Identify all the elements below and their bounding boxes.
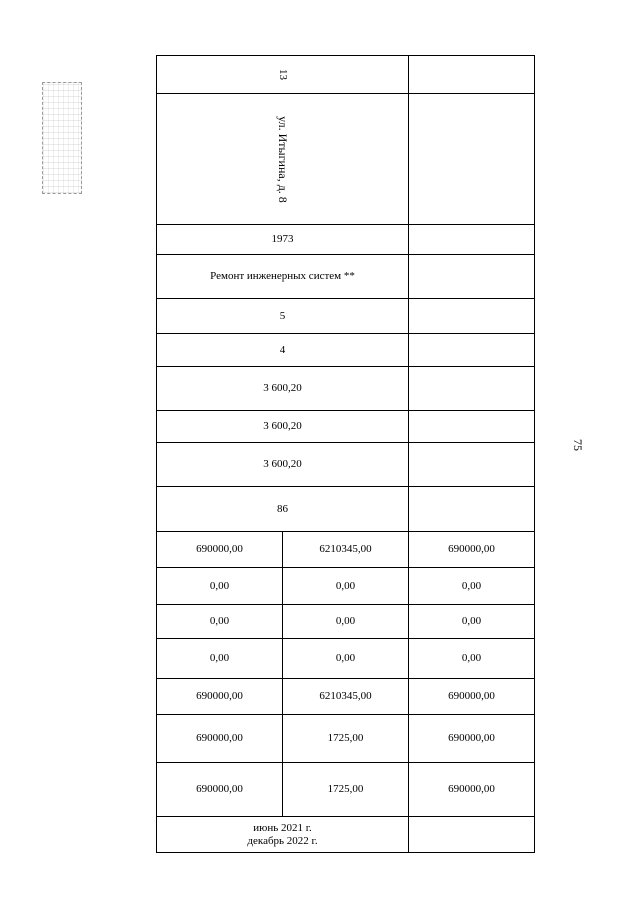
cost-cell: 6210345,00 (283, 679, 409, 714)
cost-cell: 0,00 (283, 605, 409, 638)
empty-cell (409, 56, 535, 93)
empty-cell (409, 411, 535, 442)
table-row (157, 605, 535, 639)
deadline-start: июнь 2021 г. (253, 821, 312, 834)
works-table (156, 55, 535, 853)
cost-cell: 1725,00 (283, 715, 409, 762)
cost-cell: 0,00 (157, 605, 283, 638)
floors-cell: 5 (157, 299, 409, 333)
cost-cell: 0,00 (157, 568, 283, 604)
empty-cell (409, 443, 535, 486)
table-row (157, 56, 535, 94)
cost-cell: 0,00 (409, 639, 535, 678)
empty-cell (409, 817, 535, 852)
scan-stamp-mark (42, 82, 82, 194)
cost-cell: 0,00 (157, 639, 283, 678)
table-row (157, 94, 535, 225)
table-row (157, 817, 535, 853)
cost-cell: 690000,00 (409, 679, 535, 714)
table-row (157, 443, 535, 487)
empty-cell (409, 299, 535, 333)
empty-cell (409, 487, 535, 531)
table-row (157, 367, 535, 411)
cost-cell: 690000,00 (157, 679, 283, 714)
cost-cell: 690000,00 (157, 763, 283, 816)
work-type-cell: Ремонт инженерных систем ** (157, 255, 409, 298)
deadline-end: декабрь 2022 г. (247, 834, 318, 847)
item-number-cell (157, 56, 409, 93)
cost-cell: 0,00 (283, 639, 409, 678)
cost-cell: 0,00 (409, 568, 535, 604)
table-row (157, 334, 535, 367)
empty-cell (409, 94, 535, 224)
empty-cell (409, 367, 535, 410)
cost-cell: 690000,00 (409, 715, 535, 762)
total-area-cell: 3 600,20 (157, 367, 409, 410)
table-row (157, 299, 535, 334)
table-row (157, 225, 535, 255)
address-cell (157, 94, 409, 224)
deadline-cell (157, 817, 409, 852)
cost-cell: 690000,00 (157, 715, 283, 762)
empty-cell (409, 334, 535, 366)
table-row (157, 487, 535, 532)
cost-cell: 690000,00 (157, 532, 283, 567)
premises-area-cell: 3 600,20 (157, 443, 409, 486)
item-number: 13 (277, 69, 289, 80)
cost-cell: 0,00 (283, 568, 409, 604)
table-row (157, 639, 535, 679)
empty-cell (409, 255, 535, 298)
table-row (157, 763, 535, 817)
table-row (157, 255, 535, 299)
year-cell: 1973 (157, 225, 409, 254)
table-row (157, 568, 535, 605)
table-row (157, 715, 535, 763)
residential-area-cell: 3 600,20 (157, 411, 409, 442)
cost-cell: 0,00 (409, 605, 535, 638)
residents-cell: 86 (157, 487, 409, 531)
page-number: 75 (571, 439, 585, 451)
table-row (157, 411, 535, 443)
entrances-cell: 4 (157, 334, 409, 366)
address-text: ул. Итыгина, д. 8 (275, 115, 290, 203)
cost-cell: 690000,00 (409, 763, 535, 816)
cost-cell: 1725,00 (283, 763, 409, 816)
cost-cell: 690000,00 (409, 532, 535, 567)
cost-cell: 6210345,00 (283, 532, 409, 567)
table-row (157, 679, 535, 715)
empty-cell (409, 225, 535, 254)
table-row (157, 532, 535, 568)
